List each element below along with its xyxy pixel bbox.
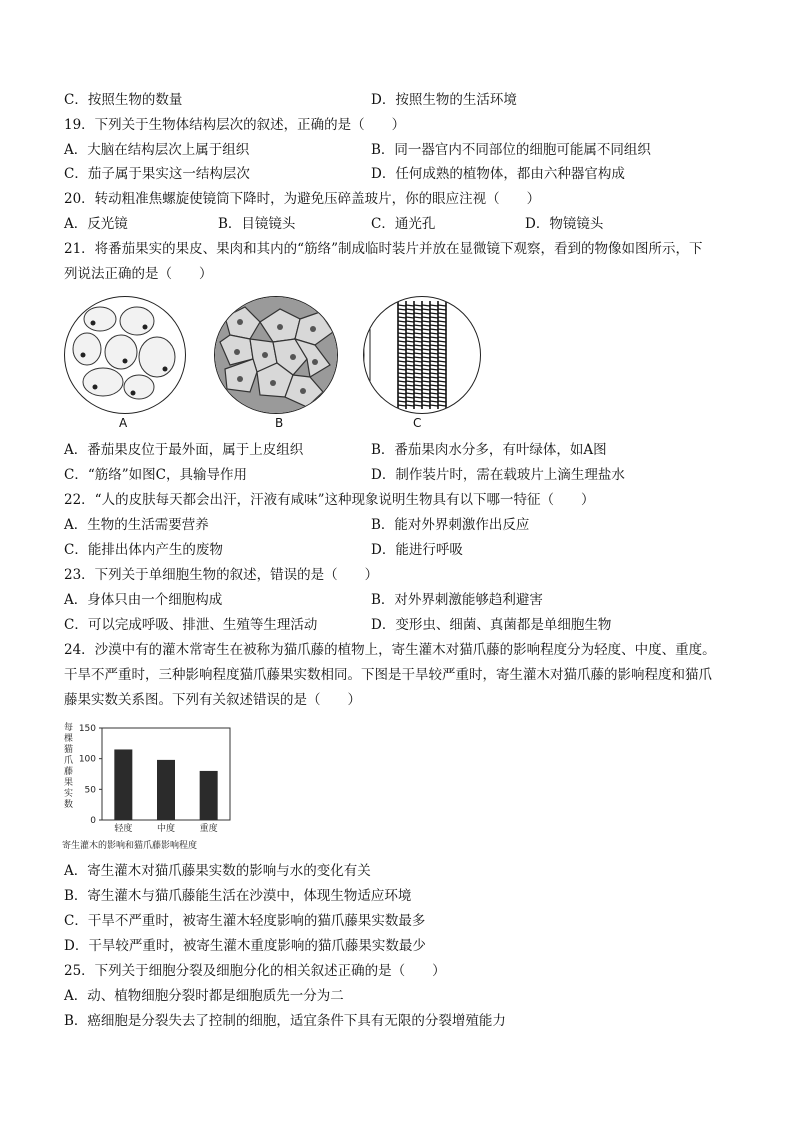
q25-option-b: B．癌细胞是分裂失去了控制的细胞，适宜条件下具有无限的分裂增殖能力 xyxy=(64,1013,506,1029)
x-tick-label: 中度 xyxy=(156,824,176,834)
q21-option-b: B．番茄果肉水分多，有叶绿体，如A图 xyxy=(371,442,607,458)
y-axis-label-char: 棵 xyxy=(64,734,74,744)
y-axis-label-char: 藤 xyxy=(64,767,74,777)
y-axis-label-char: 实 xyxy=(64,789,74,799)
q21-stem-line2: 列说法正确的是（ ） xyxy=(64,266,213,282)
figure-label-c: C xyxy=(413,416,422,430)
q20-option-b: B．目镜镜头 xyxy=(218,216,296,232)
q24-option-a: A．寄生灌木对猫爪藤果实数的影响与水的变化有关 xyxy=(64,863,371,879)
x-axis-label: 寄生灌木的影响和猫爪藤影响程度 xyxy=(62,841,198,851)
q18-option-c: C．按照生物的数量 xyxy=(64,92,183,108)
q24-stem-line3: 藤果实数关系图。下列有关叙述错误的是（ ） xyxy=(64,692,361,708)
figure-label-b: B xyxy=(275,416,284,430)
q24-stem-line1: 24．沙漠中有的灌木常寄生在被称为猫爪藤的植物上，寄生灌木对猫爪藤的影响程度分为轻度、中度、重度。 xyxy=(64,642,716,658)
y-axis-label-char: 果 xyxy=(64,778,74,788)
q21-option-a: A．番茄果皮位于最外面，属于上皮组织 xyxy=(64,442,304,458)
q24-stem-line2: 干旱不严重时，三种影响程度猫爪藤果实数相同。下图是干旱较严重时，寄生灌木对猫爪藤的影响程度和猫爪 xyxy=(64,667,712,683)
q20-stem: 20．转动粗准焦螺旋使镜筒下降时，为避免压碎盖玻片，你的眼应注视（ ） xyxy=(64,191,541,207)
y-tick-label: 100 xyxy=(78,754,96,765)
q22-option-a: A．生物的生活需要营养 xyxy=(64,517,209,533)
q23-stem: 23．下列关于单细胞生物的叙述，错误的是（ ） xyxy=(64,567,379,583)
figure-label-a: A xyxy=(119,416,128,430)
fruit-count-bar-chart xyxy=(60,718,250,852)
x-tick-label: 轻度 xyxy=(114,824,133,834)
y-axis-label-char: 爪 xyxy=(64,756,74,766)
micrograph-b xyxy=(214,296,338,414)
q22-option-c: C．能排出体内产生的废物 xyxy=(64,542,223,558)
q24-option-c: C．干旱不严重时，被寄生灌木轻度影响的猫爪藤果实数最多 xyxy=(64,913,426,929)
q21-option-c: C．“筋络”如图C，具输导作用 xyxy=(64,467,247,483)
q20-option-a: A．反光镜 xyxy=(64,216,128,232)
q24-option-b: B．寄生灌木与猫爪藤能生活在沙漠中，体现生物适应环境 xyxy=(64,888,412,904)
q25-option-a: A．动、植物细胞分裂时都是细胞质先一分为二 xyxy=(64,988,344,1004)
y-axis-label-char: 数 xyxy=(64,800,74,810)
bar-2 xyxy=(157,760,175,820)
q22-stem: 22．“人的皮肤每天都会出汗，汗液有咸味”这种现象说明生物具有以下哪一特征（ ） xyxy=(64,492,595,508)
q23-option-b: B．对外界刺激能够趋利避害 xyxy=(371,592,543,608)
q22-option-d: D．能进行呼吸 xyxy=(371,542,463,558)
q23-option-c: C．可以完成呼吸、排泄、生殖等生理活动 xyxy=(64,617,318,633)
q23-option-d: D．变形虫、细菌、真菌都是单细胞生物 xyxy=(371,617,612,633)
q24-option-d: D．干旱较严重时，被寄生灌木重度影响的猫爪藤果实数最少 xyxy=(64,938,426,954)
y-tick-label: 0 xyxy=(90,816,96,826)
y-axis-label xyxy=(64,721,73,810)
q18-option-d: D．按照生物的生活环境 xyxy=(371,92,517,108)
q19-stem: 19．下列关于生物体结构层次的叙述，正确的是（ ） xyxy=(64,117,406,133)
x-tick-label: 重度 xyxy=(199,824,218,834)
micrograph-c xyxy=(363,296,481,414)
q21-stem-line1: 21．将番茄果实的果皮、果肉和其内的“筋络”制成临时装片并放在显微镜下观察，看到的物像如图所示，下 xyxy=(64,241,703,257)
q20-option-d: D．物镜镜头 xyxy=(525,216,604,232)
y-axis-label-char: 每 xyxy=(64,723,74,733)
q21-option-d: D．制作装片时，需在载玻片上滴生理盐水 xyxy=(371,467,625,483)
q19-option-d: D．任何成熟的植物体，都由六种器官构成 xyxy=(371,166,625,182)
q23-option-a: A．身体只由一个细胞构成 xyxy=(64,592,223,608)
q19-option-b: B．同一器官内不同部位的细胞可能属不同组织 xyxy=(371,142,651,158)
y-tick-label: 150 xyxy=(78,724,96,734)
q22-option-b: B．能对外界刺激作出反应 xyxy=(371,517,530,533)
q20-option-c: C．通光孔 xyxy=(371,216,436,232)
y-axis-label-char: 猫 xyxy=(64,745,74,755)
micrograph-a xyxy=(64,296,186,414)
q25-stem: 25．下列关于细胞分裂及细胞分化的相关叙述正确的是（ ） xyxy=(64,963,446,979)
bar-1 xyxy=(114,749,132,820)
q19-option-c: C．茄子属于果实这一结构层次 xyxy=(64,166,250,182)
q19-option-a: A．大脑在结构层次上属于组织 xyxy=(64,142,250,158)
bar-3 xyxy=(200,771,218,820)
y-tick-label: 50 xyxy=(84,785,96,796)
